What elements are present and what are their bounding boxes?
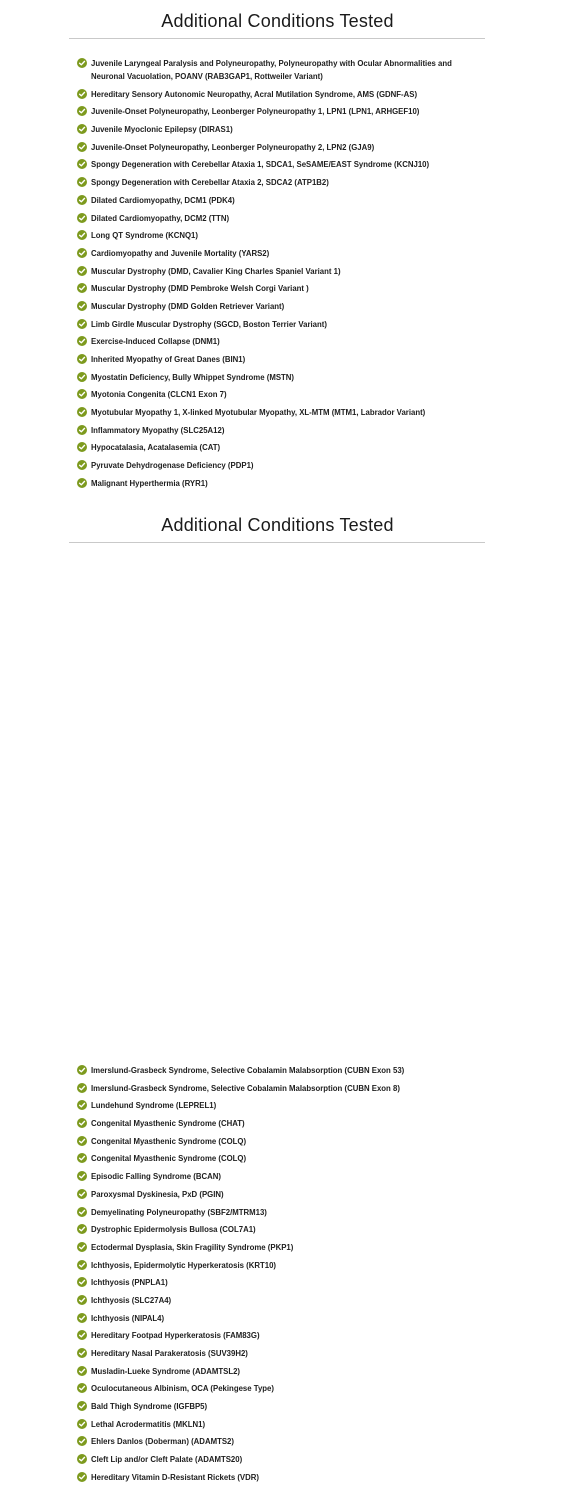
condition-label: Juvenile Myoclonic Epilepsy (DIRAS1) bbox=[91, 125, 233, 135]
condition-item bbox=[77, 57, 477, 83]
condition-item bbox=[77, 1152, 477, 1165]
check-circle-icon bbox=[77, 1295, 87, 1305]
check-circle-icon bbox=[77, 1153, 87, 1163]
condition-label: Bald Thigh Syndrome (IGFBP5) bbox=[91, 1402, 208, 1412]
condition-label: Hereditary Nasal Parakeratosis (SUV39H2) bbox=[91, 1349, 248, 1358]
condition-item bbox=[77, 247, 477, 260]
condition-label: Pyruvate Dehydrogenase Deficiency (PDP1) bbox=[91, 461, 254, 471]
condition-item bbox=[77, 123, 477, 136]
condition-item bbox=[77, 300, 477, 313]
condition-label: Cardiomyopathy and Juvenile Mortality (YARS2) bbox=[91, 248, 270, 258]
condition-item bbox=[77, 194, 477, 207]
conditions-list bbox=[77, 57, 477, 495]
check-circle-icon bbox=[77, 283, 87, 293]
condition-label: Dilated Cardiomyopathy, DCM1 (PDK4) bbox=[91, 195, 235, 205]
check-circle-icon bbox=[77, 1330, 87, 1340]
condition-item bbox=[77, 1329, 477, 1342]
check-circle-icon bbox=[77, 1277, 87, 1287]
check-circle-icon bbox=[77, 1083, 87, 1093]
check-circle-icon bbox=[77, 1436, 87, 1446]
condition-label: Musladin-Lueke Syndrome (ADAMTSL2) bbox=[91, 1366, 241, 1376]
condition-label: Long QT Syndrome (KCNQ1) bbox=[91, 231, 198, 241]
condition-label: Spongy Degeneration with Cerebellar Ataxia 1, SDCA1, SeSAME/EAST Syndrome (KCNJ10) bbox=[91, 160, 430, 170]
check-circle-icon bbox=[77, 372, 87, 382]
condition-item bbox=[77, 1241, 477, 1254]
condition-label: Limb Girdle Muscular Dystrophy (SGCD, Boston Terrier Variant) bbox=[91, 319, 327, 329]
title-divider bbox=[69, 542, 485, 543]
section-title: Additional Conditions Tested bbox=[161, 515, 394, 535]
condition-label: Cleft Lip and/or Cleft Palate (ADAMTS20) bbox=[91, 1455, 243, 1465]
condition-label: Ichthyosis (PNPLA1) bbox=[91, 1278, 168, 1288]
condition-item bbox=[77, 1099, 477, 1112]
check-circle-icon bbox=[77, 1242, 87, 1252]
condition-label: Episodic Falling Syndrome (BCAN) bbox=[91, 1172, 221, 1182]
condition-label: Congenital Myasthenic Syndrome (COLQ) bbox=[91, 1154, 247, 1164]
check-circle-icon bbox=[77, 460, 87, 470]
check-circle-icon bbox=[77, 1100, 87, 1110]
check-circle-icon bbox=[77, 177, 87, 187]
check-circle-icon bbox=[77, 142, 87, 152]
condition-item bbox=[77, 1453, 477, 1466]
condition-item bbox=[77, 1276, 477, 1289]
condition-label: Juvenile-Onset Polyneuropathy, Leonberger Polyneuropathy 1, LPN1 (LPN1, ARHGEF10) bbox=[91, 107, 420, 117]
condition-item bbox=[77, 459, 477, 472]
condition-item bbox=[77, 1170, 477, 1183]
condition-label: Demyelinating Polyneuropathy (SBF2/MTRM13) bbox=[91, 1207, 267, 1217]
check-circle-icon bbox=[77, 1260, 87, 1270]
condition-item bbox=[77, 158, 477, 171]
check-circle-icon bbox=[77, 266, 87, 276]
condition-label: Congenital Myasthenic Syndrome (CHAT) bbox=[91, 1119, 245, 1129]
condition-label: Muscular Dystrophy (DMD Golden Retriever Variant) bbox=[91, 301, 285, 311]
check-circle-icon bbox=[77, 106, 87, 116]
condition-item bbox=[77, 282, 477, 295]
condition-item bbox=[77, 1294, 477, 1307]
condition-label: Hereditary Footpad Hyperkeratosis (FAM83G) bbox=[91, 1331, 260, 1341]
condition-label: Hypocatalasia, Acatalasemia (CAT) bbox=[91, 443, 221, 453]
condition-label: Muscular Dystrophy (DMD, Cavalier King Charles Spaniel Variant 1) bbox=[91, 266, 341, 276]
condition-item bbox=[77, 371, 477, 384]
condition-item bbox=[77, 1135, 477, 1148]
condition-item bbox=[77, 1082, 477, 1095]
condition-item bbox=[77, 141, 477, 154]
check-circle-icon bbox=[77, 354, 87, 364]
condition-label: Hereditary Sensory Autonomic Neuropathy, Acral Mutilation Syndrome, AMS (GDNF-AS) bbox=[91, 89, 418, 99]
check-circle-icon bbox=[77, 1118, 87, 1128]
condition-label: Exercise-Induced Collapse (DNM1) bbox=[91, 337, 220, 347]
check-circle-icon bbox=[77, 1454, 87, 1464]
condition-item bbox=[77, 353, 477, 366]
condition-label: Oculocutaneous Albinism, OCA (Pekingese Type) bbox=[91, 1384, 274, 1394]
condition-item bbox=[77, 424, 477, 437]
check-circle-icon bbox=[77, 407, 87, 417]
check-circle-icon bbox=[77, 159, 87, 169]
condition-item bbox=[77, 1064, 477, 1077]
condition-label: Myostatin Deficiency, Bully Whippet Syndrome (MSTN) bbox=[91, 372, 295, 382]
check-circle-icon bbox=[77, 1224, 87, 1234]
condition-label: Juvenile-Onset Polyneuropathy, Leonberger Polyneuropathy 2, LPN2 (GJA9) bbox=[91, 142, 375, 152]
condition-label: Imerslund-Grasbeck Syndrome, Selective Cobalamin Malabsorption (CUBN Exon 53) bbox=[91, 1066, 405, 1075]
condition-item bbox=[77, 406, 477, 419]
condition-item bbox=[77, 88, 477, 101]
condition-label: Spongy Degeneration with Cerebellar Ataxia 2, SDCA2 (ATP1B2) bbox=[91, 178, 329, 188]
condition-label: Ichthyosis, Epidermolytic Hyperkeratosis (KRT10) bbox=[91, 1260, 277, 1270]
check-circle-icon bbox=[77, 1313, 87, 1323]
condition-item bbox=[77, 212, 477, 225]
check-circle-icon bbox=[77, 248, 87, 258]
condition-item bbox=[77, 1206, 477, 1219]
condition-label: Muscular Dystrophy (DMD Pembroke Welsh Corgi Variant ) bbox=[91, 284, 309, 294]
check-circle-icon bbox=[77, 1065, 87, 1075]
condition-label: Ichthyosis (NIPAL4) bbox=[91, 1313, 165, 1323]
condition-item bbox=[77, 176, 477, 189]
condition-label: Lethal Acrodermatitis (MKLN1) bbox=[91, 1419, 206, 1429]
condition-item bbox=[77, 1365, 477, 1378]
condition-item bbox=[77, 1382, 477, 1395]
condition-label: Dystrophic Epidermolysis Bullosa (COL7A1) bbox=[91, 1225, 256, 1235]
condition-label: Ichthyosis (SLC27A4) bbox=[91, 1295, 172, 1305]
condition-label: Myotonia Congenita (CLCN1 Exon 7) bbox=[91, 390, 227, 400]
condition-item bbox=[77, 1312, 477, 1325]
check-circle-icon bbox=[77, 336, 87, 346]
condition-label: Congenital Myasthenic Syndrome (COLQ) bbox=[91, 1136, 247, 1146]
check-circle-icon bbox=[77, 301, 87, 311]
check-circle-icon bbox=[77, 425, 87, 435]
condition-item bbox=[77, 1471, 477, 1484]
check-circle-icon bbox=[77, 195, 87, 205]
condition-item bbox=[77, 1347, 477, 1360]
check-circle-icon bbox=[77, 1383, 87, 1393]
check-circle-icon bbox=[77, 230, 87, 240]
check-circle-icon bbox=[77, 442, 87, 452]
check-circle-icon bbox=[77, 1419, 87, 1429]
check-circle-icon bbox=[77, 319, 87, 329]
check-circle-icon bbox=[77, 58, 87, 68]
condition-item bbox=[77, 1400, 477, 1413]
condition-label: Ectodermal Dysplasia, Skin Fragility Syndrome (PKP1) bbox=[91, 1242, 294, 1252]
condition-label: Inherited Myopathy of Great Danes (BIN1) bbox=[91, 355, 246, 364]
condition-item bbox=[77, 477, 477, 490]
check-circle-icon bbox=[77, 389, 87, 399]
check-circle-icon bbox=[77, 1136, 87, 1146]
check-circle-icon bbox=[77, 478, 87, 488]
condition-item bbox=[77, 105, 477, 118]
condition-item bbox=[77, 441, 477, 454]
condition-item bbox=[77, 1223, 477, 1236]
condition-item bbox=[77, 1188, 477, 1201]
condition-item bbox=[77, 265, 477, 278]
condition-label: Paroxysmal Dyskinesia, PxD (PGIN) bbox=[91, 1189, 224, 1199]
condition-label: Dilated Cardiomyopathy, DCM2 (TTN) bbox=[91, 213, 230, 223]
condition-item bbox=[77, 335, 477, 348]
condition-label: Myotubular Myopathy 1, X-linked Myotubular Myopathy, XL-MTM (MTM1, Labrador Variant) bbox=[91, 408, 426, 418]
check-circle-icon bbox=[77, 89, 87, 99]
condition-item bbox=[77, 1117, 477, 1130]
check-circle-icon bbox=[77, 124, 87, 134]
check-circle-icon bbox=[77, 213, 87, 223]
condition-item bbox=[77, 318, 477, 331]
conditions-list bbox=[77, 1064, 477, 1489]
condition-label: Lundehund Syndrome (LEPREL1) bbox=[91, 1101, 217, 1111]
condition-label: Ehlers Danlos (Doberman) (ADAMTS2) bbox=[91, 1437, 234, 1447]
condition-label: Juvenile Laryngeal Paralysis and Polyneuropathy, Polyneuropathy with Ocular Abnormalities and Neuronal Vacuolation, POANV (RAB3GAP1, Rottweiler Variant) bbox=[91, 59, 452, 81]
section-title: Additional Conditions Tested bbox=[161, 11, 394, 31]
condition-label: Malignant Hyperthermia (RYR1) bbox=[91, 478, 208, 488]
condition-item bbox=[77, 1418, 477, 1431]
condition-item bbox=[77, 1259, 477, 1272]
condition-item bbox=[77, 229, 477, 242]
check-circle-icon bbox=[77, 1472, 87, 1482]
check-circle-icon bbox=[77, 1171, 87, 1181]
check-circle-icon bbox=[77, 1401, 87, 1411]
check-circle-icon bbox=[77, 1366, 87, 1376]
condition-item bbox=[77, 1435, 477, 1448]
condition-label: Hereditary Vitamin D-Resistant Rickets (VDR) bbox=[91, 1472, 259, 1482]
check-circle-icon bbox=[77, 1189, 87, 1199]
condition-label: Imerslund-Grasbeck Syndrome, Selective Cobalamin Malabsorption (CUBN Exon 8) bbox=[91, 1083, 400, 1093]
check-circle-icon bbox=[77, 1207, 87, 1217]
check-circle-icon bbox=[77, 1348, 87, 1358]
title-divider bbox=[69, 38, 485, 39]
condition-label: Inflammatory Myopathy (SLC25A12) bbox=[91, 425, 225, 435]
condition-item bbox=[77, 388, 477, 401]
